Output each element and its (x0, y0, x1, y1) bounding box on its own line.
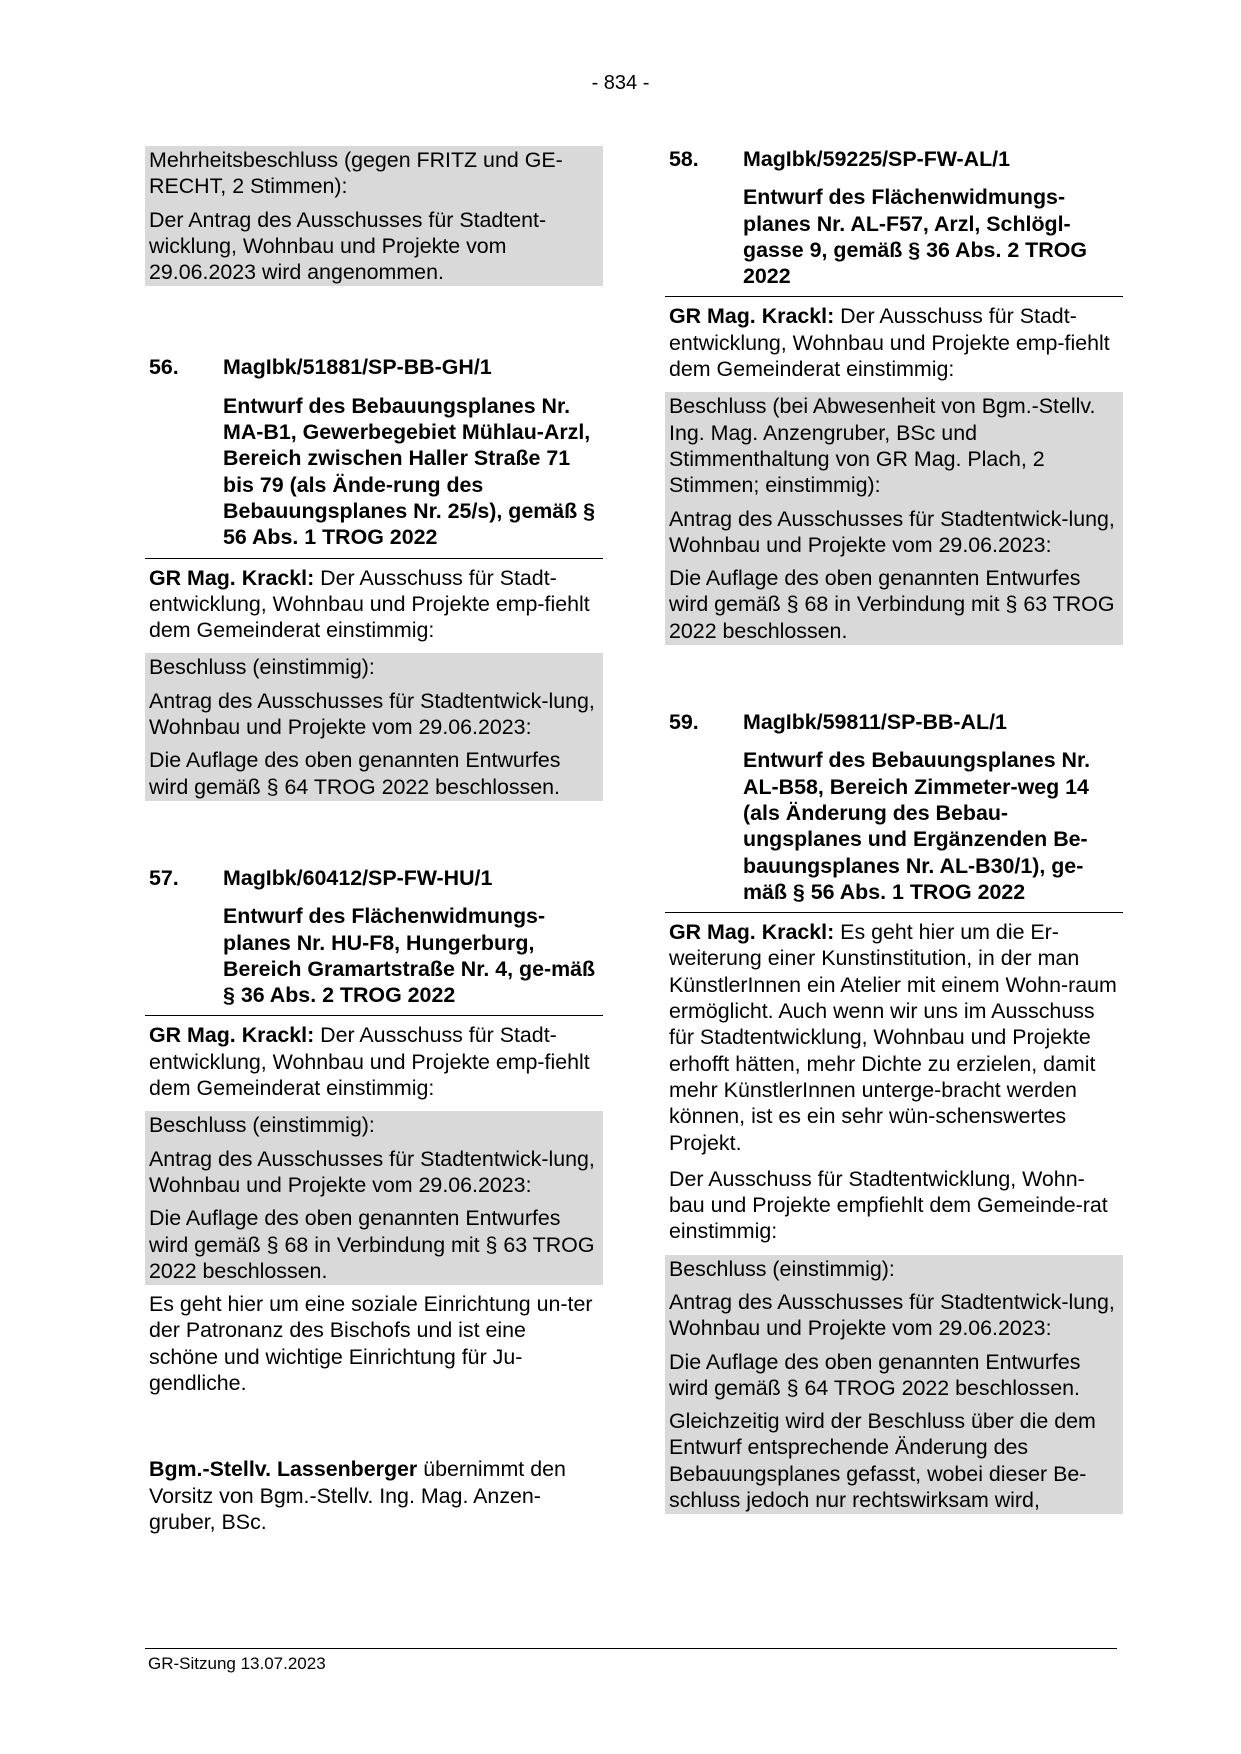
speech-text: Es geht hier um die Er-weiterung einer Kunstinstitution, in der man KünstlerInnen ein Atelier mit einem Wohn-raum ermöglicht. Auch wenn wir uns im Ausschuss für Stadtentwicklung, Wohnbau und Projekte erhofft hätten, mehr Dichte zu erzielen, damit mehr KünstlerInnen unterge-bracht werden können, ist es ein sehr wün-schenswertes Projekt. (669, 920, 1117, 1155)
speaker-name: GR Mag. Krackl: (669, 304, 835, 329)
decision-line: Gleichzeitig wird der Beschluss über die dem Entwurf entsprechende Änderung des Bebauungsplanes gefasst, wobei dieser Be-schluss jedoch nur rechtswirksam wird, (669, 1409, 1096, 1513)
agenda-item-58 (665, 146, 1123, 645)
right-column (665, 146, 1123, 1520)
left-column (145, 146, 603, 1545)
decision-line: Antrag des Ausschusses für Stadtentwick-lung, Wohnbau und Projekte vom 29.06.2023: (669, 506, 1115, 557)
decision-line: Beschluss (einstimmig): (669, 1256, 895, 1281)
item-number: 58. (669, 147, 699, 171)
speaker-statement (665, 303, 1123, 382)
speaker-statement (145, 565, 603, 644)
speaker-name: GR Mag. Krackl: (149, 565, 315, 590)
item-code: MagIbk/51881/SP-BB-GH/1 (223, 355, 492, 380)
decision-block (665, 1255, 1123, 1515)
decision-line: Die Auflage des oben genannten Entwurfes wird gemäß § 64 TROG 2022 beschlossen. (669, 1349, 1081, 1400)
intro-decision-block (145, 146, 603, 286)
committee-recommendation: Der Ausschuss für Stadtentwicklung, Wohn-bau und Projekte empfiehlt dem Gemeinde-rat einstimmig: (669, 1166, 1108, 1244)
decision-line: Die Auflage des oben genannten Entwurfes wird gemäß § 68 in Verbindung mit § 63 TROG 2022 beschlossen. (149, 1206, 595, 1283)
item-heading (145, 865, 603, 891)
item-title: Entwurf des Bebauungsplanes Nr. MA-B1, Gewerbegebiet Mühlau-Arzl, Bereich zwischen Haller Straße 71 bis 79 (als Ände-rung des Bebauungsplanes Nr. 25/s), gemäß § 56 Abs. 1 TROG 2022 (223, 393, 596, 550)
chair-name: Bgm.-Stellv. Lassenberger (149, 1457, 418, 1482)
divider (665, 912, 1123, 913)
decision-line: Mehrheitsbeschluss (gegen FRITZ und GE-RECHT, 2 Stimmen): (149, 148, 563, 199)
divider (665, 296, 1123, 297)
chair-text: übernimmt den Vorsitz von Bgm.-Stellv. Ing. Mag. Anzen-gruber, BSc. (149, 1457, 566, 1534)
divider (145, 558, 603, 559)
item-number: 56. (149, 355, 179, 380)
speaker-statement (665, 919, 1123, 1156)
agenda-item-59 (665, 709, 1123, 1514)
decision-line: Antrag des Ausschusses für Stadtentwick-lung, Wohnbau und Projekte vom 29.06.2023: (149, 1146, 595, 1197)
decision-line: Beschluss (bei Abwesenheit von Bgm.-Stellv. Ing. Mag. Anzengruber, BSc und Stimmenthaltung von GR Mag. Plach, 2 Stimmen; einstimmig): (669, 394, 1096, 498)
item-heading (145, 354, 603, 380)
decision-line: Die Auflage des oben genannten Entwurfes wird gemäß § 64 TROG 2022 beschlossen. (149, 748, 561, 799)
decision-line: Beschluss (einstimmig): (149, 655, 375, 680)
item-heading (665, 709, 1123, 735)
speaker-name: GR Mag. Krackl: (149, 1023, 315, 1048)
item-code: MagIbk/59225/SP-FW-AL/1 (743, 147, 1011, 171)
speech-text: Der Ausschuss für Stadt-entwicklung, Wohnbau und Projekte emp-fiehlt dem Gemeinderat einstimmig: (149, 1023, 590, 1101)
footer-session-date: GR-Sitzung 13.07.2023 (148, 1654, 326, 1673)
item-title: Entwurf des Bebauungsplanes Nr. AL-B58, Bereich Zimmeter-weg 14 (als Änderung des Bebau-ungsplanes und Ergänzenden Be-bauungsplanes Nr. AL-B30/1), ge-mäß § 56 Abs. 1 TROG 2022 (743, 748, 1091, 904)
speaker-statement (145, 1022, 603, 1101)
item-number: 59. (669, 710, 699, 735)
agenda-item-56 (145, 354, 603, 800)
item-number: 57. (149, 865, 179, 890)
decision-line: Antrag des Ausschusses für Stadtentwick-lung, Wohnbau und Projekte vom 29.06.2023: (149, 688, 595, 740)
decision-block (145, 1111, 603, 1285)
item-title: Entwurf des Flächenwidmungs-planes Nr. AL-F57, Arzl, Schlögl-gasse 9, gemäß § 36 Abs. 2 TROG 2022 (743, 185, 1087, 289)
item-code: MagIbk/60412/SP-FW-HU/1 (223, 865, 493, 890)
decision-line: Antrag des Ausschusses für Stadtentwick-lung, Wohnbau und Projekte vom 29.06.2023: (669, 1289, 1115, 1341)
item-code: MagIbk/59811/SP-BB-AL/1 (743, 710, 1007, 735)
decision-line: Der Antrag des Ausschusses für Stadtent-wicklung, Wohnbau und Projekte vom 29.06.2023 wird angenommen. (149, 207, 547, 285)
page-number: - 834 - (591, 72, 650, 94)
item-heading (665, 146, 1123, 172)
item-title: Entwurf des Flächenwidmungs-planes Nr. HU-F8, Hungerburg, Bereich Gramartstraße Nr. 4, ge-mäß § 36 Abs. 2 TROG 2022 (223, 904, 596, 1008)
divider (145, 1015, 603, 1016)
decision-block (145, 653, 603, 800)
decision-line: Beschluss (einstimmig): (149, 1113, 375, 1138)
chair-change-statement (145, 1456, 603, 1535)
item-note: Es geht hier um eine soziale Einrichtung un-ter der Patronanz des Bischofs und ist eine schöne und wichtige Einrichtung für Ju-gendliche. (149, 1292, 593, 1395)
speech-text: Der Ausschuss für Stadt-entwicklung, Wohnbau und Projekte emp-fiehlt dem Gemeinderat einstimmig: (669, 304, 1110, 382)
agenda-item-57 (145, 865, 603, 1396)
decision-block (665, 392, 1123, 645)
footer-divider (145, 1648, 1117, 1649)
decision-line: Die Auflage des oben genannten Entwurfes wird gemäß § 68 in Verbindung mit § 63 TROG 2022 beschlossen. (669, 566, 1115, 643)
speaker-name: GR Mag. Krackl: (669, 920, 835, 945)
speech-text: Der Ausschuss für Stadt-entwicklung, Wohnbau und Projekte emp-fiehlt dem Gemeinderat einstimmig: (149, 565, 590, 643)
